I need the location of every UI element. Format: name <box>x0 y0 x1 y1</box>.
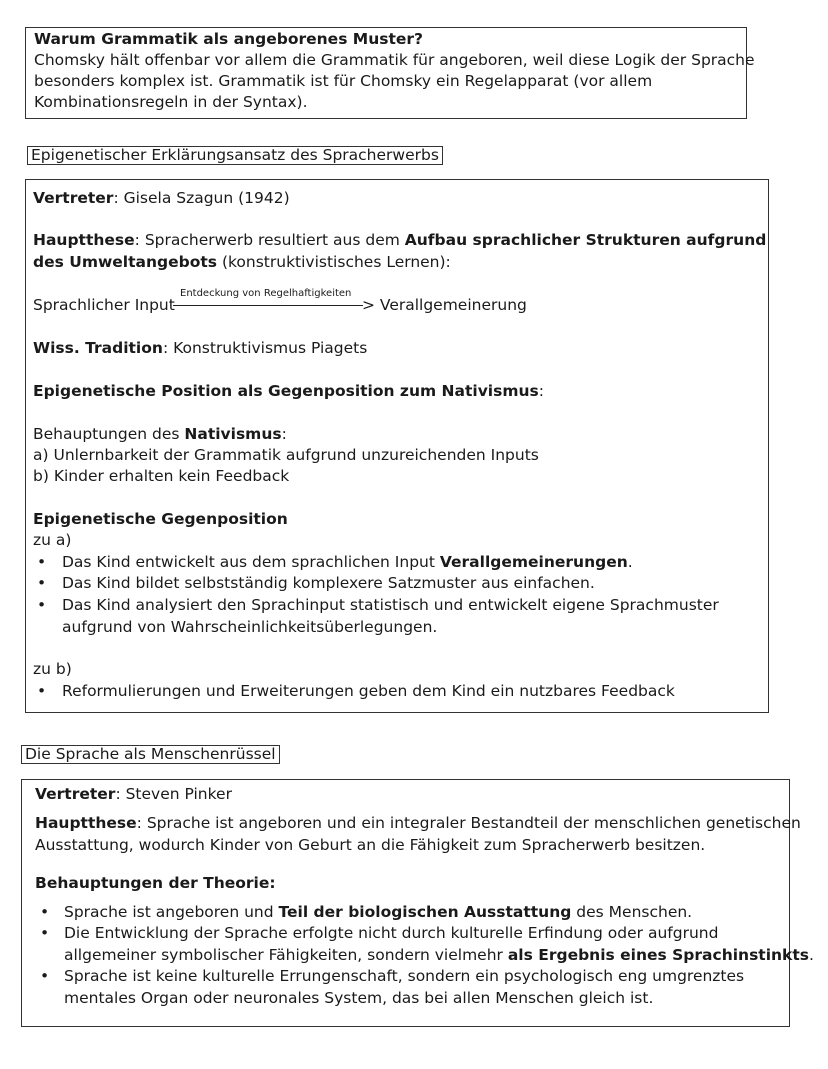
counter-position-heading: Epigenetische Gegenposition <box>33 510 288 528</box>
pinker-claims-heading: Behauptungen der Theorie: <box>35 874 276 892</box>
pinker-claim-3-line-1: Sprache ist keine kulturelle Errungenschaft, sondern ein psychologisch eng umgrenztes <box>64 967 745 985</box>
bullet-symbol: • <box>37 596 47 614</box>
pinker-hauptthese-line-2: Ausstattung, wodurch Kinder von Geburt an die Fähigkeit zum Spracherwerb besitzen. <box>35 836 706 854</box>
diagram-input: Sprachlicher Input <box>33 296 175 314</box>
counter-a-bullet-3-line-1: Das Kind analysiert den Sprachinput statistisch und entwickelt eigene Sprachmuster <box>62 596 719 614</box>
bullet-symbol: • <box>37 553 47 571</box>
chomsky-text-line-3: Kombinationsregeln in der Syntax). <box>34 93 308 111</box>
epigenetic-tradition: Wiss. Tradition: Konstruktivismus Piagets <box>33 339 368 357</box>
chomsky-text-line-1: Chomsky hält offenbar vor allem die Grammatik für angeboren, weil diese Logik der Sprache <box>34 51 755 69</box>
pinker-heading: Die Sprache als Menschenrüssel <box>21 745 280 764</box>
pinker-claim-1: Sprache ist angeboren und Teil der biologischen Ausstattung des Menschen. <box>64 903 693 921</box>
nativism-claim-a: a) Unlernbarkeit der Grammatik aufgrund unzureichenden Inputs <box>33 446 539 464</box>
epigenetic-position-heading: Epigenetische Position als Gegenposition zum Nativismus: <box>33 382 544 400</box>
nativism-claims-heading: Behauptungen des Nativismus: <box>33 425 287 443</box>
chomsky-text-line-2: besonders komplex ist. Grammatik ist für Chomsky ein Regelapparat (vor allem <box>34 72 653 90</box>
zu-a-label: zu a) <box>33 531 72 549</box>
bullet-symbol: • <box>40 924 50 942</box>
bullet-symbol: • <box>37 574 47 592</box>
pinker-vertreter: Vertreter: Steven Pinker <box>35 785 232 803</box>
diagram-arrow-label: Entdeckung von Regelhaftigkeiten <box>180 288 352 299</box>
nativism-claim-b: b) Kinder erhalten kein Feedback <box>33 467 290 485</box>
epigenetic-hauptthese-line-2: des Umweltangebots (konstruktivistisches Lernen): <box>33 253 451 271</box>
pinker-claim-2-line-2: allgemeiner symbolischer Fähigkeiten, sondern vielmehr als Ergebnis eines Sprachinstinkts. <box>64 946 814 964</box>
pinker-hauptthese-line-1: Hauptthese: Sprache ist angeboren und ein integraler Bestandteil der menschlichen genetischen <box>35 814 801 832</box>
counter-a-bullet-2: Das Kind bildet selbstständig komplexere Satzmuster aus einfachen. <box>62 574 595 592</box>
counter-a-bullet-3-line-2: aufgrund von Wahrscheinlichkeitsüberlegungen. <box>62 618 438 636</box>
chomsky-title: Warum Grammatik als angeborenes Muster? <box>34 30 424 48</box>
diagram-arrow <box>173 305 363 306</box>
bullet-symbol: • <box>37 682 47 700</box>
diagram-output: > Verallgemeinerung <box>362 296 527 314</box>
counter-b-bullet-1: Reformulierungen und Erweiterungen geben dem Kind ein nutzbares Feedback <box>62 682 675 700</box>
bullet-symbol: • <box>40 903 50 921</box>
bullet-symbol: • <box>40 967 50 985</box>
pinker-claim-3-line-2: mentales Organ oder neuronales System, das bei allen Menschen gleich ist. <box>64 989 654 1007</box>
epigenetic-vertreter: Vertreter: Gisela Szagun (1942) <box>33 189 290 207</box>
epigenetic-heading: Epigenetischer Erklärungsansatz des Spracherwerbs <box>27 146 443 165</box>
epigenetic-hauptthese-line-1: Hauptthese: Spracherwerb resultiert aus dem Aufbau sprachlicher Strukturen aufgrund <box>33 231 767 249</box>
counter-a-bullet-1: Das Kind entwickelt aus dem sprachlichen Input Verallgemeinerungen. <box>62 553 633 571</box>
pinker-claim-2-line-1: Die Entwicklung der Sprache erfolgte nicht durch kulturelle Erfindung oder aufgrund <box>64 924 719 942</box>
zu-b-label: zu b) <box>33 660 72 678</box>
